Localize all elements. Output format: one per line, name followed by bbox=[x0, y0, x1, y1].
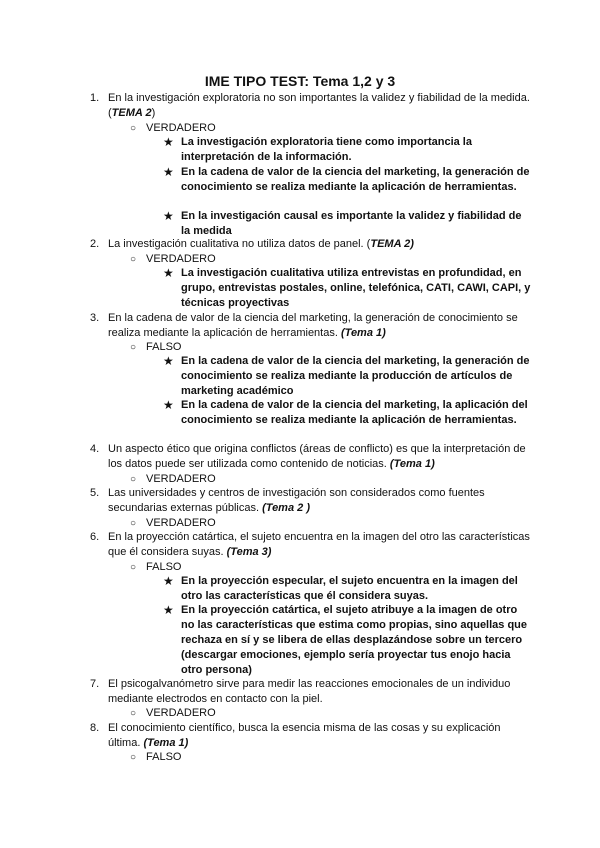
circle-bullet-icon: ○ bbox=[130, 708, 137, 719]
question-number: 8. bbox=[90, 722, 100, 734]
answer-text: VERDADERO bbox=[146, 122, 216, 134]
explanation-text: En la cadena de valor de la ciencia del marketing, la generación de conocimiento se realiza mediante la aplicación de herramientas. bbox=[181, 166, 530, 193]
answer-text: VERDADERO bbox=[146, 707, 216, 719]
circle-bullet-icon: ○ bbox=[130, 123, 137, 134]
question-text: En la proyección catártica, el sujeto encuentra en la imagen del otro las características que él considera suyas. (Tema 3) bbox=[108, 531, 530, 558]
question-text: La investigación cualitativa no utiliza datos de panel. (TEMA 2) bbox=[108, 238, 414, 250]
star-bullet-icon: ★ bbox=[163, 398, 174, 412]
star-bullet-icon: ★ bbox=[163, 209, 174, 223]
explanation-text: La investigación exploratoria tiene como importancia la interpretación de la información. bbox=[181, 136, 472, 163]
answer-text: FALSO bbox=[146, 561, 182, 573]
question-3 bbox=[90, 311, 530, 341]
topic-tag: (Tema 1) bbox=[389, 458, 435, 470]
question-6 bbox=[90, 530, 530, 560]
topic-tag: (Tema 2 ) bbox=[262, 502, 310, 514]
circle-bullet-icon: ○ bbox=[130, 474, 137, 485]
topic-tag: (Tema 1) bbox=[143, 737, 189, 749]
star-bullet-icon: ★ bbox=[163, 574, 174, 588]
question-5 bbox=[90, 486, 530, 516]
explanation-text: La investigación cualitativa utiliza entrevistas en profundidad, en grupo, entrevistas postales, online, telefónica, CATI, CAWI, CAPI, y técnicas proyectivas bbox=[181, 267, 531, 309]
explanation-1-3 bbox=[163, 209, 533, 239]
circle-bullet-icon: ○ bbox=[130, 254, 137, 265]
star-bullet-icon: ★ bbox=[163, 165, 174, 179]
explanation-1-1 bbox=[163, 135, 533, 165]
explanation-2-1 bbox=[163, 266, 533, 311]
document-title: IME TIPO TEST: Tema 1,2 y 3 bbox=[204, 73, 396, 89]
circle-bullet-icon: ○ bbox=[130, 752, 137, 763]
question-2 bbox=[90, 237, 530, 252]
answer-text: VERDADERO bbox=[146, 473, 216, 485]
answer-8 bbox=[130, 750, 181, 765]
question-number: 5. bbox=[90, 487, 100, 499]
topic-tag: TEMA 2 bbox=[111, 107, 152, 119]
question-number: 2. bbox=[90, 238, 100, 250]
answer-4 bbox=[130, 472, 216, 487]
explanation-1-2 bbox=[163, 165, 533, 195]
answer-5 bbox=[130, 516, 216, 531]
answer-1 bbox=[130, 121, 216, 136]
answer-text: FALSO bbox=[146, 341, 182, 353]
explanation-text: En la investigación causal es importante la validez y fiabilidad de la medida bbox=[181, 210, 522, 237]
star-bullet-icon: ★ bbox=[163, 135, 174, 149]
question-7 bbox=[90, 677, 530, 707]
answer-text: VERDADERO bbox=[146, 253, 216, 265]
answer-6 bbox=[130, 560, 181, 575]
explanation-text: En la cadena de valor de la ciencia del marketing, la aplicación del conocimiento se realiza mediante la aplicación de herramientas. bbox=[181, 399, 528, 426]
explanation-text: En la proyección catártica, el sujeto atribuye a la imagen de otro no las características que estima como propias, sino aquellas que rechaza en sí y se libera de ellas desplazándose sobre un tercero (descargar emociones, ejemplo sería proyectar tus enojo hacia otro persona) bbox=[181, 604, 528, 676]
topic-tag: (Tema 3) bbox=[226, 546, 272, 558]
answer-2 bbox=[130, 252, 216, 267]
topic-tag: TEMA 2) bbox=[370, 238, 414, 250]
star-bullet-icon: ★ bbox=[163, 266, 174, 280]
topic-tag: (Tema 1) bbox=[340, 327, 386, 339]
circle-bullet-icon: ○ bbox=[130, 342, 137, 353]
answer-7 bbox=[130, 706, 216, 721]
question-text: Las universidades y centros de investigación son considerados como fuentes secundarias externas públicas. (Tema 2 ) bbox=[108, 487, 485, 514]
question-text: Un aspecto ético que origina conflictos (áreas de conflicto) es que la interpretación de los datos puede ser utilizada como contenido de noticias. (Tema 1) bbox=[108, 443, 526, 470]
question-text: En la investigación exploratoria no son importantes la validez y fiabilidad de la medida. (TEMA 2) bbox=[108, 92, 530, 119]
question-number: 3. bbox=[90, 312, 100, 324]
question-number: 1. bbox=[90, 92, 100, 104]
question-text: En la cadena de valor de la ciencia del marketing, la generación de conocimiento se realiza mediante la aplicación de herramientas. (Tema 1) bbox=[108, 312, 518, 339]
question-1 bbox=[90, 91, 530, 121]
explanation-6-2 bbox=[163, 603, 533, 678]
question-4 bbox=[90, 442, 530, 472]
answer-3 bbox=[130, 340, 181, 355]
star-bullet-icon: ★ bbox=[163, 603, 174, 617]
explanation-3-2 bbox=[163, 398, 533, 428]
question-number: 4. bbox=[90, 443, 100, 455]
answer-text: FALSO bbox=[146, 751, 182, 763]
question-number: 7. bbox=[90, 678, 100, 690]
question-text: El conocimiento científico, busca la esencia misma de las cosas y su explicación última. (Tema 1) bbox=[108, 722, 501, 749]
star-bullet-icon: ★ bbox=[163, 354, 174, 368]
explanation-6-1 bbox=[163, 574, 533, 604]
circle-bullet-icon: ○ bbox=[130, 562, 137, 573]
question-text: El psicogalvanómetro sirve para medir las reacciones emocionales de un individuo mediante electrodos en contacto con la piel. bbox=[108, 678, 511, 705]
circle-bullet-icon: ○ bbox=[130, 518, 137, 529]
question-number: 6. bbox=[90, 531, 100, 543]
explanation-3-1 bbox=[163, 354, 533, 399]
answer-text: VERDADERO bbox=[146, 517, 216, 529]
explanation-text: En la cadena de valor de la ciencia del marketing, la generación de conocimiento se realiza mediante la producción de artículos de marketing académico bbox=[181, 355, 530, 397]
question-8 bbox=[90, 721, 530, 751]
explanation-text: En la proyección especular, el sujeto encuentra en la imagen del otro las características que él considera suyas. bbox=[181, 575, 518, 602]
